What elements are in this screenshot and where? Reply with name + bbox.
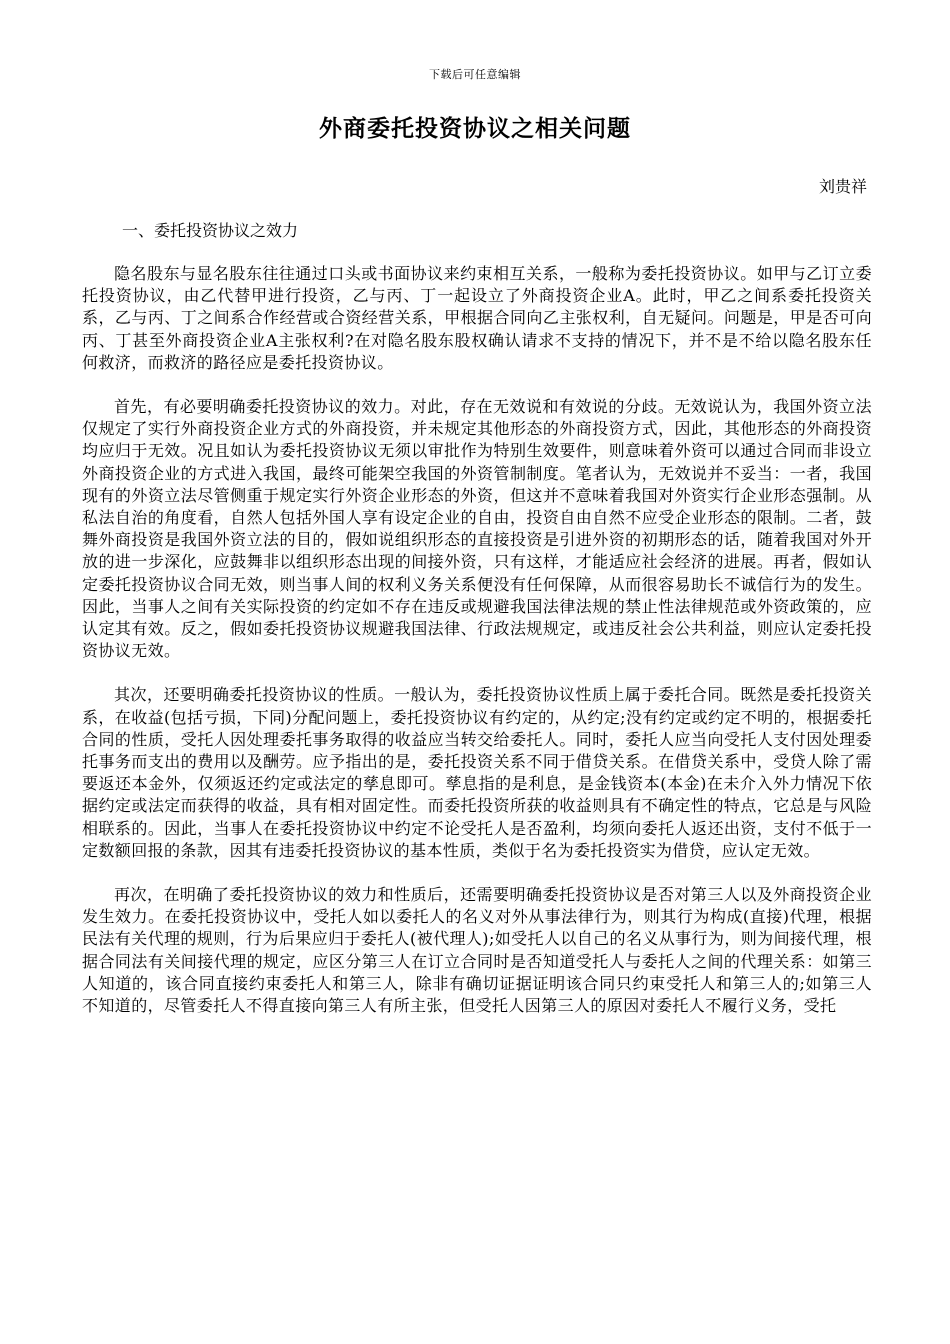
document-title: 外商委托投资协议之相关问题 xyxy=(319,115,631,142)
header-note: 下载后可任意编辑 xyxy=(429,68,521,81)
author-name: 刘贵祥 xyxy=(818,177,867,196)
paragraph-2: 首先，有必要明确委托投资协议的效力。对此，存在无效说和有效说的分歧。无效说认为，我国外资立法仅规定了实行外商投资企业方式的外商投资，并未规定其他形态的外商投资方式，因此，其他形态的外商投资均应归于无效。况且如认为委托投资协议无须以审批作为特别生效要件，则意味着外资可以通过合同而非设立外商投资企业的方式进入我国，最终可能架空我国的外资管制制度。笔者认为，无效说并不妥当：一者，我国现有的外资立法尽管侧重于规定实行外资企业形态的外资，但这并不意味着我国对外资实行企业形态强制。从私法自治的角度看，自然人包括外国人享有设定企业的自由，投资自由自然不应受企业形态的限制。二者，鼓舞外商投资是我国外资立法的目的，假如说组织形态的直接投资是引进外资的初期形态的话，随着我国对外开放的进一步深化，应鼓舞非以组织形态出现的间接外资，只有这样，才能适应社会经济的进展。再者，假如认定委托投资协议合同无效，则当事人间的权利义务关系便没有任何保障，从而很容易助长不诚信行为的发生。因此，当事人之间有关实际投资的约定如不存在违反或规避我国法律法规的禁止性法律规范或外资政策的，应认定其有效。反之，假如委托投资协议规避我国法律、行政法规规定，或违反社会公共利益，则应认定委托投资协议无效。 xyxy=(82,397,872,661)
body-text xyxy=(82,263,872,1039)
paragraph-1: 隐名股东与显名股东往往通过口头或书面协议来约束相互关系，一般称为委托投资协议。如甲与乙订立委托投资协议，由乙代替甲进行投资，乙与丙、丁一起设立了外商投资企业A。此时，甲乙之间系委托投资关系，乙与丙、丁之间系合作经营或合资经营关系，甲根据合同向乙主张权利，自无疑问。问题是，甲是否可向丙、丁甚至外商投资企业A主张权利?在对隐名股东股权确认请求不支持的情况下，并不是不给以隐名股东任何救济，而救济的路径应是委托投资协议。 xyxy=(82,264,872,372)
section-heading: 一、委托投资协议之效力 xyxy=(122,221,299,240)
paragraph-4: 再次，在明确了委托投资协议的效力和性质后，还需要明确委托投资协议是否对第三人以及外商投资企业发生效力。在委托投资协议中，受托人如以委托人的名义对外从事法律行为，则其行为构成(直接)代理，根据民法有关代理的规则，行为后果应归于委托人(被代理人);如受托人以自己的名义从事行为，则为间接代理，根据合同法有关间接代理的规定，应区分第三人在订立合同时是否知道受托人与委托人之间的代理关系：如第三人知道的，该合同直接约束委托人和第三人，除非有确切证据证明该合同只约束受托人和第三人的;如第三人不知道的，尽管委托人不得直接向第三人有所主张，但受托人因第三人的原因对委托人不履行义务，受托 xyxy=(82,885,872,1016)
paragraph-3: 其次，还要明确委托投资协议的性质。一般认为，委托投资协议性质上属于委托合同。既然是委托投资关系，在收益(包括亏损，下同)分配问题上，委托投资协议有约定的，从约定;没有约定或约定不明的，根据委托合同的性质，受托人因处理委托事务取得的收益应当转交给委托人。同时，委托人应当向受托人支付因处理委托事务而支出的费用以及酬劳。应予指出的是，委托投资关系不同于借贷关系。在借贷关系中，受贷人除了需要返还本金外，仅须返还约定或法定的孳息即可。孳息指的是利息，是金钱资本(本金)在未介入外力情况下依据约定或法定而获得的收益，具有相对固定性。而委托投资所获的收益则具有不确定性的特点，它总是与风险相联系的。因此，当事人在委托投资协议中约定不论受托人是否盈利，均须向委托人返还出资，支付不低于一定数额回报的条款，因其有违委托投资协议的基本性质，类似于名为委托投资实为借贷，应认定无效。 xyxy=(82,685,872,860)
